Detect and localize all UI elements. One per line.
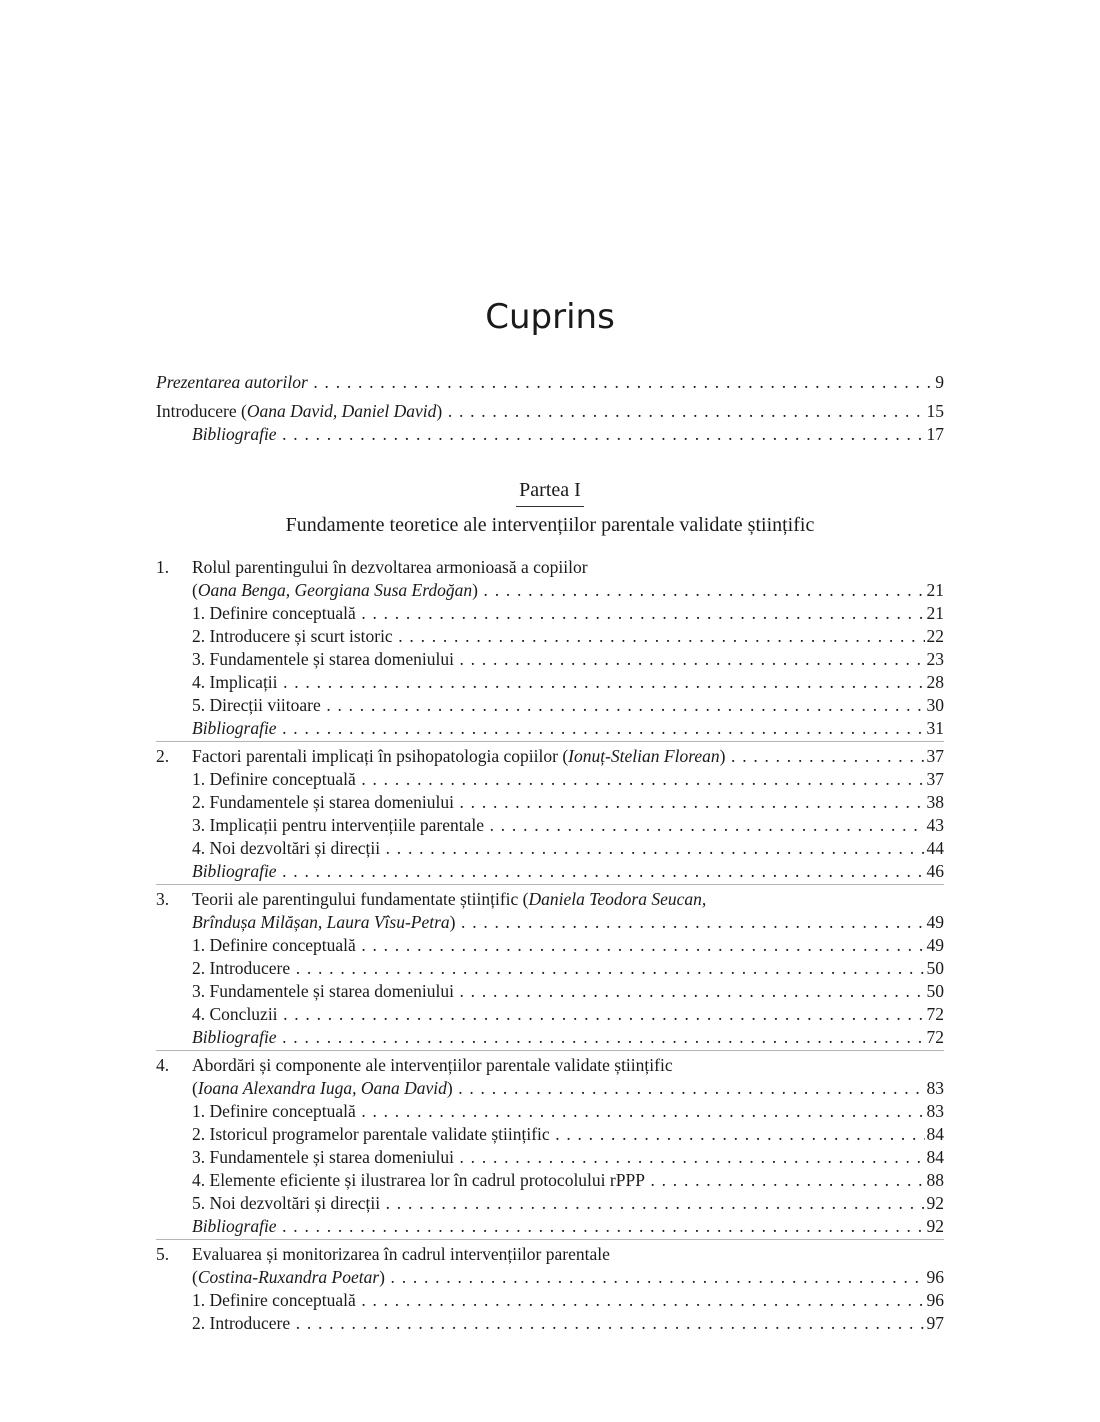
page-number: 49 [926,912,944,932]
toc-section[interactable] [192,694,944,717]
page-number: 37 [926,769,944,789]
toc-entry-introducere[interactable]: Introducere (Oana David, Daniel David) . . . 15 [156,400,944,423]
chapter-number: 2. [156,746,170,766]
entry-label: 3. Fundamentele și starea domeniului . . . [192,648,925,671]
page-number: 92 [926,1193,944,1213]
chapter-divider [156,884,944,885]
toc-section[interactable] [192,1192,944,1215]
entry-label: 4. Elemente eficiente și ilustrarea lor în cadrul protocolului rPPP . . . [192,1169,925,1192]
toc-section[interactable] [192,1123,944,1146]
entry-label: 4. Noi dezvoltări și direcții . . . [192,837,925,860]
page-number: 22 [926,626,944,646]
toc-section[interactable] [192,1312,944,1335]
toc-bibliografie[interactable] [192,1026,944,1049]
page-number: 96 [926,1290,944,1310]
entry-authors: Ioana Alexandra Iuga, Oana David [197,1078,447,1098]
entry-label: 5. Noi dezvoltări și direcții . . . [192,1192,925,1215]
chapter-divider [156,1050,944,1051]
entry-label: 3. Implicații pentru intervențiile parentale . . . [192,814,925,837]
page-number: 43 [926,815,944,835]
entry-label: Bibliografie [192,861,277,881]
page-number: 23 [926,649,944,669]
page-number: 38 [926,792,944,812]
toc-section[interactable] [192,1146,944,1169]
entry-authors: Daniela Teodora Seucan, [528,889,707,909]
entry-authors: Oana Benga, Georgiana Susa Erdoğan [197,580,473,600]
toc-section[interactable] [192,814,944,837]
chapter-number: 4. [156,1055,170,1075]
page-number: 84 [926,1124,944,1144]
toc-section[interactable] [192,1289,944,1312]
chapter-number: 5. [156,1244,170,1264]
chapter-4-authors[interactable]: (Ioana Alexandra Iuga, Oana David) . . . 83 [192,1077,944,1100]
entry-label: 1. Definire conceptuală . . . [192,1289,925,1312]
entry-authors: Oana David, Daniel David [246,401,437,421]
page-title: Cuprins [485,297,615,337]
page-number: 44 [926,838,944,858]
entry-label: 1. Definire conceptuală . . . [192,768,925,791]
toc-section[interactable] [192,768,944,791]
page-number: 88 [926,1170,944,1190]
chapter-3-authors[interactable]: Brîndușa Milășan, Laura Vîsu-Petra) . . . 49 [192,911,944,934]
page-number: 21 [926,603,944,623]
entry-authors: Brîndușa Milășan, Laura Vîsu-Petra [192,912,450,932]
entry-label: 4. Concluzii . . . [192,1003,925,1026]
part-divider [516,506,584,507]
page-number: 21 [926,580,944,600]
toc-section[interactable] [192,602,944,625]
toc-entry-prezentarea[interactable] [156,371,944,394]
entry-label: 5. Direcții viitoare . . . [192,694,925,717]
toc-bibliografie[interactable] [192,1215,944,1238]
chapter-1-authors[interactable]: (Oana Benga, Georgiana Susa Erdoğan) . . . 21 [192,579,944,602]
page-number: 83 [926,1078,944,1098]
toc-section[interactable] [192,934,944,957]
page-number: 83 [926,1101,944,1121]
page-number: 28 [926,672,944,692]
entry-label: 2. Introducere . . . [192,957,925,980]
toc-section[interactable] [192,625,944,648]
chapter-title: Rolul parentingului în dezvoltarea armonioasă a copiilor [192,557,588,577]
toc-section[interactable] [192,791,944,814]
chapter-4-title[interactable] [156,1054,944,1077]
entry-label: Bibliografie [192,718,277,738]
chapter-title: Factori parentali implicați în psihopatologia copiilor ( [192,746,569,766]
toc-entry-bibliografie[interactable] [192,423,944,446]
entry-authors: Costina-Ruxandra Poetar [197,1267,380,1287]
entry-label: 3. Fundamentele și starea domeniului . . . [192,1146,925,1169]
entry-label: Bibliografie [192,424,277,444]
entry-label: 2. Fundamentele și starea domeniului . . . [192,791,925,814]
page-number: 50 [926,958,944,978]
chapter-number: 3. [156,889,170,909]
page-number: 49 [926,935,944,955]
toc-bibliografie[interactable] [192,717,944,740]
entry-label: 4. Implicații . . . [192,671,925,694]
chapter-5-title[interactable] [156,1243,944,1266]
entry-label: Prezentarea autorilor [156,372,308,392]
entry-label: Bibliografie [192,1216,277,1236]
page-number: 92 [926,1216,944,1236]
page-number: 72 [926,1027,944,1047]
page-number: 9 [935,372,944,392]
chapter-title: Evaluarea și monitorizarea în cadrul intervențiilor parentale [192,1244,610,1264]
page-number: 15 [926,401,944,421]
page-number: 96 [926,1267,944,1287]
page-number: 50 [926,981,944,1001]
chapter-title: Teorii ale parentingului fundamentate științific ( [192,889,529,909]
toc-section[interactable] [192,648,944,671]
toc-section[interactable] [192,980,944,1003]
toc-section[interactable] [192,837,944,860]
page-number: 84 [926,1147,944,1167]
page-number: 17 [926,424,944,444]
toc-section[interactable] [192,1100,944,1123]
chapter-number: 1. [156,557,170,577]
part-subtitle: Fundamente teoretice ale intervențiilor parentale validate științific [285,514,815,536]
chapter-5-authors[interactable]: (Costina-Ruxandra Poetar) . . . 96 [192,1266,944,1289]
toc-section[interactable] [192,671,944,694]
entry-label: 2. Introducere . . . [192,1312,925,1335]
page-number: 37 [926,746,944,766]
toc-bibliografie[interactable] [192,860,944,883]
chapter-divider [156,1239,944,1240]
entry-authors: Ionuț-Stelian Florean [568,746,720,766]
entry-label: 3. Fundamentele și starea domeniului . . . [192,980,925,1003]
entry-label: Bibliografie [192,1027,277,1047]
entry-label: Introducere ( [156,401,247,421]
entry-label: 1. Definire conceptuală . . . [192,602,925,625]
toc-section[interactable] [192,1003,944,1026]
page-number: 72 [926,1004,944,1024]
part-heading: Partea I [519,479,581,501]
chapter-title: Abordări și componente ale intervențiilor parentale validate științific [192,1055,673,1075]
toc-section[interactable] [192,957,944,980]
entry-label: 2. Istoricul programelor parentale validate științific . . . [192,1123,925,1146]
page-number: 31 [926,718,944,738]
entry-label: 2. Introducere și scurt istoric . . . [192,625,925,648]
chapter-divider [156,741,944,742]
page-number: 97 [926,1313,944,1333]
entry-label: 1. Definire conceptuală . . . [192,934,925,957]
chapter-2-title[interactable]: 2. Factori parentali implicați în psihopatologia copiilor (Ionuț-Stelian Florean) . . . 37 [156,745,944,768]
chapter-3-title[interactable] [156,888,944,911]
entry-label: 1. Definire conceptuală . . . [192,1100,925,1123]
page-number: 46 [926,861,944,881]
chapter-1-title[interactable] [156,556,944,579]
page-number: 30 [926,695,944,715]
toc-section[interactable] [192,1169,944,1192]
